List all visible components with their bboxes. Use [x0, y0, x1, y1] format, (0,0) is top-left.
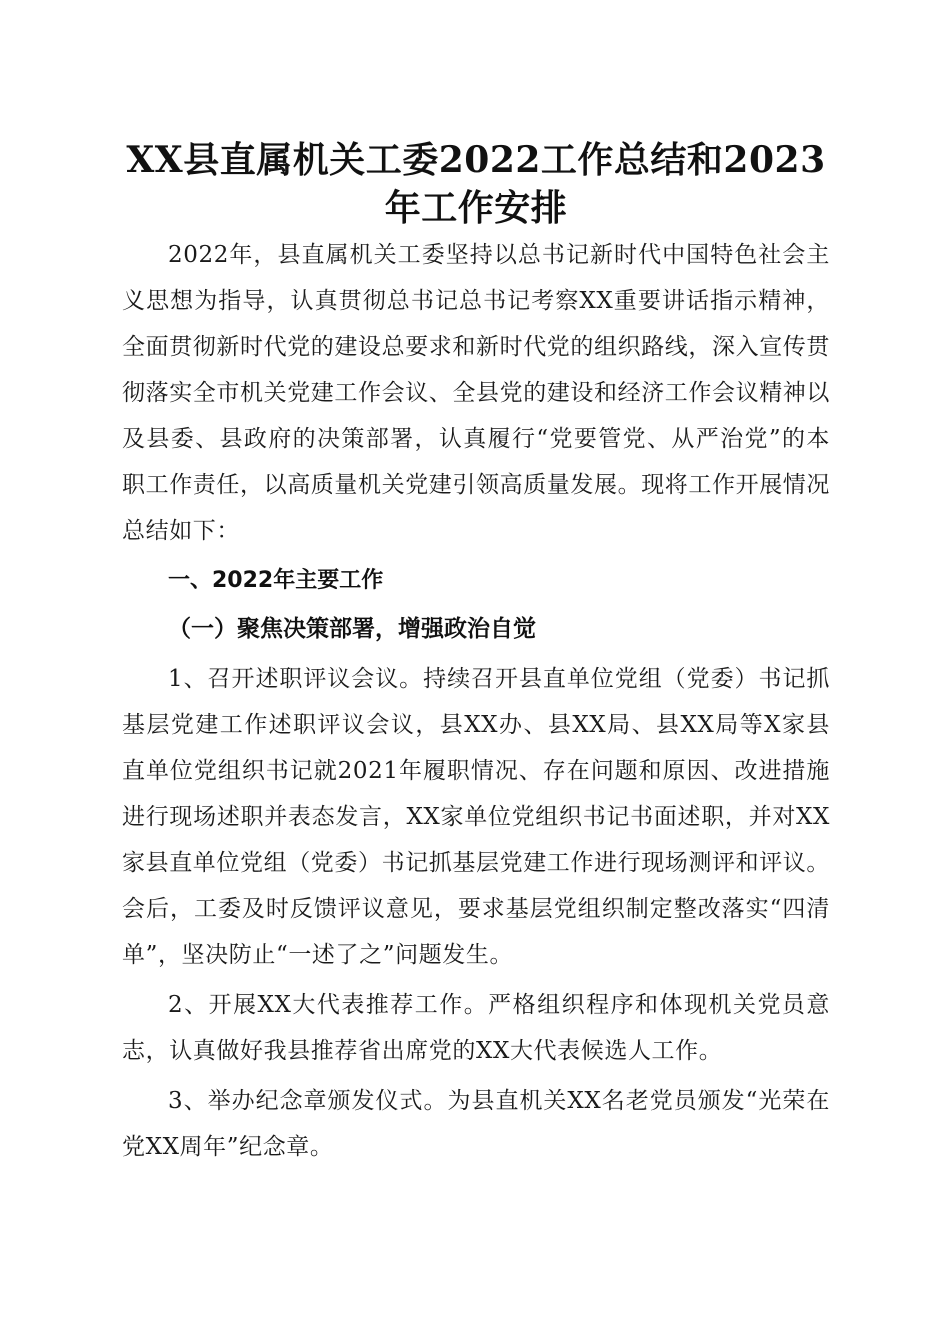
- section-heading: 一、2022年主要工作: [168, 568, 384, 593]
- item-paragraph-3: 3、举办纪念章颁发仪式。为县直机关XX名老党员颁发“光荣在党XX周年”纪念章。: [122, 1088, 830, 1160]
- document-body: [122, 136, 830, 1170]
- subsection-heading: （一）聚焦决策部署，增强政治自觉: [168, 615, 536, 642]
- item-paragraph-2: 2、开展XX大代表推荐工作。严格组织程序和体现机关党员意志，认真做好我县推荐省出席党的XX大代表候选人工作。: [122, 992, 830, 1064]
- item-paragraph-1: 1、召开述职评议会议。持续召开县直单位党组（党委）书记抓基层党建工作述职评议会议，县XX办、县XX局、县XX局等X家县直单位党组织书记就2021年履职情况、存在问题和原因、改进措施进行现场述职并表态发言，XX家单位党组织书记书面述职，并对XX家县直单位党组（党委）书记抓基层党建工作进行现场测评和评议。会后，工委及时反馈评议意见，要求基层党组织制定整改落实“四清单”，坚决防止“一述了之”问题发生。: [122, 666, 830, 968]
- intro-paragraph: 2022年，县直属机关工委坚持以总书记新时代中国特色社会主义思想为指导，认真贯彻总书记总书记考察XX重要讲话指示精神，全面贯彻新时代党的建设总要求和新时代党的组织路线，深入宣传贯彻落实全市机关党建工作会议、全县党的建设和经济工作会议精神以及县委、县政府的决策部署，认真履行“党要管党、从严治党”的本职工作责任，以高质量机关党建引领高质量发展。现将工作开展情况总结如下：: [122, 242, 830, 544]
- document-title: XX县直属机关工委2022工作总结和2023年工作安排: [126, 139, 826, 229]
